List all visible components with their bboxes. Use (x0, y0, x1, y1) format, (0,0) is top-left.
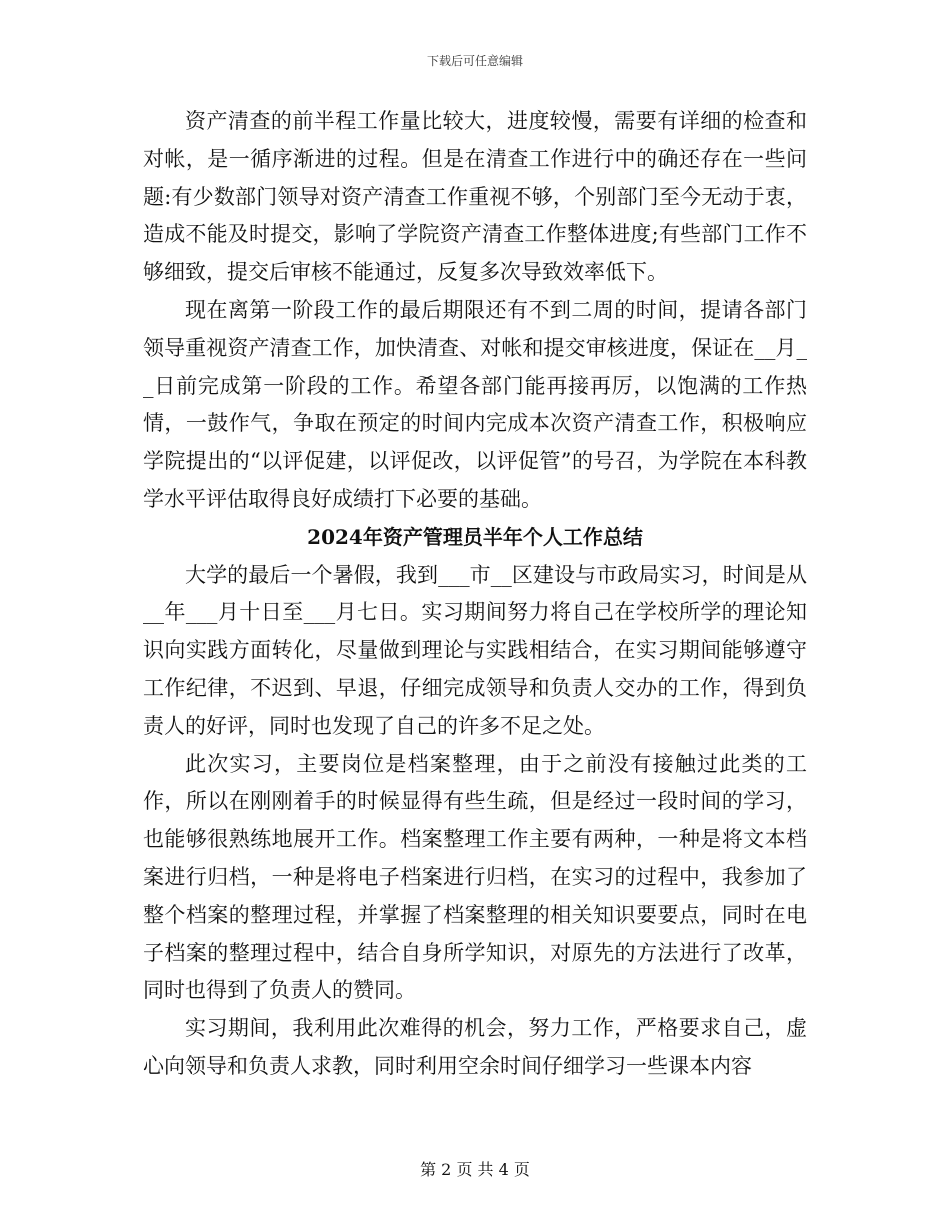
paragraph-deadline-request: 现在离第一阶段工作的最后期限还有不到二周的时间，提请各部门领导重视资产清查工作，加快清查、对帐和提交审核进度，保证在__月__日前完成第一阶段的工作。希望各部门能再接再厉，以饱满的工作热情，一鼓作气，争取在预定的时间内完成本次资产清查工作，积极响应学院提出的“以评促建，以评促改，以评促管”的号召，为学院在本科教学水平评估取得良好成绩打下必要的基础。 (143, 297, 807, 511)
paragraph-internship-learning: 实习期间，我利用此次难得的机会，努力工作，严格要求自己，虚心向领导和负责人求教，同时利用空余时间仔细学习一些课本内容 (143, 1016, 807, 1078)
paragraph-internship-intro: 大学的最后一个暑假，我到___市__区建设与市政局实习，时间是从__年___月十日至___月七日。实习期间努力将自己在学校所学的理论知识向实践方面转化，尽量做到理论与实践相结合，在实习期间能够遵守工作纪律，不迟到、早退，仔细完成领导和负责人交办的工作，得到负责人的好评，同时也发现了自己的许多不足之处。 (143, 562, 807, 738)
document-body (143, 103, 807, 1086)
page-header-note: 下载后可任意编辑 (426, 54, 523, 68)
paragraph-asset-check-progress: 资产清查的前半程工作量比较大，进度较慢，需要有详细的检查和对帐，是一循序渐进的过程。但是在清查工作进行中的确还存在一些问题:有少数部门领导对资产清查工作重视不够，个别部门至今无动于衷，造成不能及时提交，影响了学院资产清查工作整体进度;有些部门工作不够细致，提交后审核不能通过，反复多次导致效率低下。 (143, 109, 807, 285)
section-title: 2024年资产管理员半年个人工作总结 (307, 524, 643, 549)
paragraph-archive-work: 此次实习，主要岗位是档案整理，由于之前没有接触过此类的工作，所以在刚刚着手的时候显得有些生疏，但是经过一段时间的学习，也能够很熟练地展开工作。档案整理工作主要有两种，一种是将文本档案进行归档，一种是将电子档案进行归档，在实习的过程中，我参加了整个档案的整理过程，并掌握了档案整理的相关知识要要点，同时在电子档案的整理过程中，结合自身所学知识，对原先的方法进行了改革，同时也得到了负责人的赞同。 (143, 751, 807, 1003)
page-number: 第 2 页 共 4 页 (420, 1160, 530, 1179)
